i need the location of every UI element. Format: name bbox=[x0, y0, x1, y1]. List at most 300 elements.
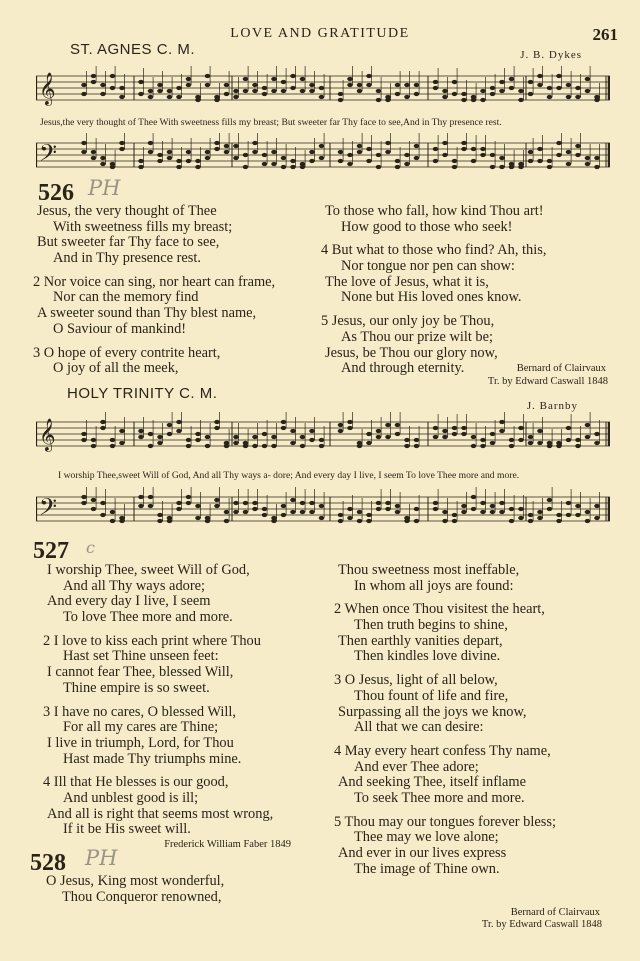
verse-line: To seek Thee more and more. bbox=[354, 789, 525, 806]
note-head bbox=[357, 519, 363, 523]
note-head bbox=[499, 429, 505, 433]
note-head bbox=[176, 86, 182, 90]
note-head bbox=[452, 165, 458, 169]
verse-line: Jesus, be Thou our glory now, bbox=[325, 344, 498, 361]
note-head bbox=[81, 150, 87, 154]
note-head bbox=[347, 153, 353, 157]
note-head bbox=[271, 444, 277, 448]
verse-line: For all my cares are Thine; bbox=[63, 719, 219, 736]
note-head bbox=[300, 444, 306, 448]
note-head bbox=[442, 89, 448, 93]
note-head bbox=[91, 150, 97, 154]
note-head bbox=[186, 444, 192, 448]
note-head bbox=[480, 438, 486, 442]
note-head bbox=[309, 429, 315, 433]
note-head bbox=[452, 426, 458, 430]
verse-line: O joy of all the meek, bbox=[53, 360, 179, 377]
verse-line: Jesus, the very thought of Thee bbox=[37, 203, 217, 219]
note-head bbox=[490, 92, 496, 96]
note-head bbox=[176, 501, 182, 505]
note-head bbox=[157, 519, 163, 523]
note-head bbox=[528, 513, 534, 517]
note-head bbox=[91, 498, 97, 502]
note-head bbox=[157, 89, 163, 93]
note-head bbox=[556, 519, 562, 523]
note-head bbox=[195, 159, 201, 163]
verse-line: Nor can the memory find bbox=[53, 289, 199, 306]
note-head bbox=[547, 86, 553, 90]
verse-line: In whom all joys are found: bbox=[354, 577, 514, 594]
note-head bbox=[138, 429, 144, 433]
treble-clef-icon: 𝄞 bbox=[39, 72, 56, 105]
note-head bbox=[167, 89, 173, 93]
verse-line: 4 But what to those who find? Ah, this, bbox=[321, 242, 547, 259]
note-head bbox=[385, 435, 391, 439]
note-head bbox=[452, 513, 458, 517]
note-head bbox=[319, 144, 325, 148]
hymn-527-right-author: Bernard of Clairvaux bbox=[510, 907, 600, 918]
note-head bbox=[205, 150, 211, 154]
note-head bbox=[290, 159, 296, 163]
verse-line: The love of Jesus, what it is, bbox=[325, 273, 489, 290]
note-head bbox=[290, 441, 296, 445]
note-head bbox=[300, 77, 306, 81]
tune-name-holy-trinity: HOLY TRINITY C. M. bbox=[67, 385, 218, 402]
note-head bbox=[138, 92, 144, 96]
note-head bbox=[214, 420, 220, 424]
note-head bbox=[471, 435, 477, 439]
note-head bbox=[138, 495, 144, 499]
note-head bbox=[547, 444, 553, 448]
verse-line: The image of Thine own. bbox=[354, 860, 500, 877]
note-head bbox=[167, 95, 173, 99]
note-head bbox=[309, 150, 315, 154]
note-head bbox=[300, 165, 306, 169]
note-head bbox=[224, 83, 230, 87]
note-head bbox=[195, 98, 201, 102]
verse-line: But sweeter far Thy face to see, bbox=[37, 234, 220, 251]
note-head bbox=[585, 510, 591, 514]
hymn-number-527: 527 bbox=[33, 538, 69, 564]
note-head bbox=[233, 501, 239, 505]
note-head bbox=[357, 144, 363, 148]
bass-clef-icon: 𝄢 bbox=[39, 139, 58, 172]
note-head bbox=[243, 510, 249, 514]
note-head bbox=[205, 156, 211, 160]
note-head bbox=[499, 156, 505, 160]
note-head bbox=[537, 441, 543, 445]
tune-name-st-agnes: ST. AGNES C. M. bbox=[70, 41, 196, 58]
verse-line: O Saviour of mankind! bbox=[53, 320, 187, 337]
note-head bbox=[252, 83, 258, 87]
note-head bbox=[338, 159, 344, 163]
note-head bbox=[499, 165, 505, 169]
note-head bbox=[148, 444, 154, 448]
note-head bbox=[233, 144, 239, 148]
note-head bbox=[547, 507, 553, 511]
note-head bbox=[461, 432, 467, 436]
note-head bbox=[461, 510, 467, 514]
note-head bbox=[556, 444, 562, 448]
note-head bbox=[91, 507, 97, 511]
hymn-526-translator: Tr. by Edward Caswall 1848 bbox=[487, 376, 608, 387]
note-head bbox=[91, 74, 97, 78]
music-staff-bass-1 bbox=[36, 133, 610, 183]
note-head bbox=[585, 435, 591, 439]
verse-line: 3 I have no cares, O blessed Will, bbox=[43, 703, 236, 720]
note-head bbox=[414, 438, 420, 442]
verse-line: Surpassing all the joys we know, bbox=[338, 703, 527, 720]
verse-line: With sweetness fills my breast; bbox=[53, 218, 233, 235]
note-head bbox=[300, 435, 306, 439]
note-head bbox=[585, 89, 591, 93]
bass-clef-icon: 𝄢 bbox=[39, 493, 58, 526]
note-head bbox=[499, 501, 505, 505]
note-head bbox=[575, 444, 581, 448]
note-head bbox=[376, 89, 382, 93]
note-head bbox=[148, 495, 154, 499]
note-head bbox=[376, 165, 382, 169]
note-head bbox=[243, 89, 249, 93]
note-head bbox=[186, 495, 192, 499]
note-head bbox=[537, 510, 543, 514]
verse-line: Then truth begins to shine, bbox=[354, 617, 508, 634]
note-head bbox=[81, 141, 87, 145]
note-head bbox=[91, 444, 97, 448]
note-head bbox=[414, 92, 420, 96]
note-head bbox=[214, 426, 220, 430]
note-head bbox=[366, 147, 372, 151]
note-head bbox=[195, 504, 201, 508]
note-head bbox=[575, 144, 581, 148]
note-head bbox=[594, 156, 600, 160]
note-head bbox=[528, 435, 534, 439]
note-head bbox=[252, 89, 258, 93]
note-head bbox=[433, 501, 439, 505]
note-head bbox=[271, 435, 277, 439]
verse-line: And seeking Thee, itself inflame bbox=[338, 774, 526, 791]
note-head bbox=[518, 98, 524, 102]
note-head bbox=[442, 153, 448, 157]
verse-line: And ever Thee adore; bbox=[354, 758, 479, 775]
note-head bbox=[290, 510, 296, 514]
note-head bbox=[157, 435, 163, 439]
note-head bbox=[81, 501, 87, 505]
note-head bbox=[138, 80, 144, 84]
note-head bbox=[575, 153, 581, 157]
note-head bbox=[100, 501, 106, 505]
note-head bbox=[309, 438, 315, 442]
hymn-527-left-column bbox=[43, 562, 274, 838]
note-head bbox=[575, 513, 581, 517]
note-head bbox=[442, 510, 448, 514]
note-head bbox=[338, 513, 344, 517]
treble-clef-icon: 𝄞 bbox=[39, 418, 56, 451]
note-head bbox=[281, 165, 287, 169]
verse-line: And unblest good is ill; bbox=[63, 789, 199, 806]
note-head bbox=[395, 159, 401, 163]
note-head bbox=[262, 444, 268, 448]
note-head bbox=[157, 83, 163, 87]
verse-line: And ever in our lives express bbox=[338, 845, 507, 861]
note-head bbox=[480, 153, 486, 157]
note-head bbox=[366, 83, 372, 87]
note-head bbox=[319, 95, 325, 99]
note-head bbox=[452, 519, 458, 523]
note-head bbox=[537, 147, 543, 151]
note-head bbox=[461, 426, 467, 430]
note-head bbox=[186, 438, 192, 442]
note-head bbox=[433, 86, 439, 90]
note-head bbox=[252, 435, 258, 439]
note-head bbox=[518, 516, 524, 520]
verse-line: 4 May every heart confess Thy name, bbox=[334, 742, 551, 759]
verse-line: Thine empire is so sweet. bbox=[63, 679, 210, 696]
note-head bbox=[490, 153, 496, 157]
note-head bbox=[224, 444, 230, 448]
page-number: 261 bbox=[592, 25, 618, 44]
note-head bbox=[566, 501, 572, 505]
note-head bbox=[262, 153, 268, 157]
hymn-526-right-column bbox=[321, 203, 547, 377]
note-head bbox=[243, 444, 249, 448]
verse-line: 4 Ill that He blesses is our good, bbox=[43, 774, 229, 791]
note-head bbox=[233, 95, 239, 99]
hymn-526-left-column bbox=[33, 203, 276, 377]
note-head bbox=[575, 86, 581, 90]
note-head bbox=[404, 83, 410, 87]
note-head bbox=[119, 141, 125, 145]
note-head bbox=[186, 83, 192, 87]
note-head bbox=[110, 519, 116, 523]
note-head bbox=[347, 162, 353, 166]
verse-line: Then earthly vanities depart, bbox=[338, 632, 503, 649]
note-head bbox=[566, 426, 572, 430]
verse-line: 2 I love to kiss each print where Thou bbox=[43, 632, 261, 649]
note-head bbox=[385, 501, 391, 505]
note-head bbox=[91, 438, 97, 442]
note-head bbox=[547, 159, 553, 163]
tune-composer-dykes: J. B. Dykes bbox=[520, 49, 582, 61]
note-head bbox=[119, 441, 125, 445]
note-head bbox=[594, 98, 600, 102]
note-head bbox=[566, 150, 572, 154]
note-head bbox=[547, 498, 553, 502]
note-head bbox=[281, 89, 287, 93]
note-head bbox=[252, 141, 258, 145]
note-head bbox=[338, 429, 344, 433]
note-head bbox=[138, 165, 144, 169]
note-head bbox=[214, 141, 220, 145]
note-head bbox=[528, 519, 534, 523]
note-head bbox=[148, 150, 154, 154]
note-head bbox=[148, 504, 154, 508]
note-head bbox=[537, 516, 543, 520]
note-head bbox=[110, 86, 116, 90]
note-head bbox=[528, 159, 534, 163]
note-head bbox=[271, 519, 277, 523]
note-head bbox=[566, 83, 572, 87]
note-head bbox=[594, 504, 600, 508]
note-head bbox=[138, 435, 144, 439]
note-head bbox=[110, 510, 116, 514]
note-head bbox=[309, 501, 315, 505]
note-head bbox=[290, 86, 296, 90]
verse-line: And through eternity. bbox=[341, 360, 465, 377]
note-head bbox=[376, 153, 382, 157]
note-head bbox=[262, 513, 268, 517]
note-head bbox=[376, 98, 382, 102]
note-head bbox=[499, 420, 505, 424]
note-head bbox=[176, 95, 182, 99]
note-head bbox=[385, 507, 391, 511]
note-head bbox=[205, 83, 211, 87]
note-head bbox=[347, 83, 353, 87]
note-head bbox=[233, 156, 239, 160]
note-head bbox=[442, 519, 448, 523]
note-head bbox=[442, 429, 448, 433]
note-head bbox=[452, 159, 458, 163]
verse-line: I live in triumph, Lord, for Thou bbox=[47, 734, 234, 751]
note-head bbox=[119, 429, 125, 433]
note-head bbox=[414, 507, 420, 511]
note-head bbox=[281, 420, 287, 424]
verse-line: 2 When once Thou visitest the heart, bbox=[334, 601, 545, 618]
note-head bbox=[404, 438, 410, 442]
note-head bbox=[357, 510, 363, 514]
note-head bbox=[461, 98, 467, 102]
note-head bbox=[442, 141, 448, 145]
note-head bbox=[319, 444, 325, 448]
note-head bbox=[414, 156, 420, 160]
note-head bbox=[224, 150, 230, 154]
note-head bbox=[594, 516, 600, 520]
note-head bbox=[556, 141, 562, 145]
note-head bbox=[385, 141, 391, 145]
note-head bbox=[262, 86, 268, 90]
note-head bbox=[537, 429, 543, 433]
note-head bbox=[452, 432, 458, 436]
note-head bbox=[81, 438, 87, 442]
note-head bbox=[100, 83, 106, 87]
note-head bbox=[385, 98, 391, 102]
note-head bbox=[585, 519, 591, 523]
note-head bbox=[518, 89, 524, 93]
note-head bbox=[100, 156, 106, 160]
note-head bbox=[309, 510, 315, 514]
verse-line: And in Thy presence rest. bbox=[53, 250, 201, 267]
note-head bbox=[404, 153, 410, 157]
note-head bbox=[186, 77, 192, 81]
verse-line: Nor tongue nor pen can show: bbox=[341, 258, 515, 275]
note-head bbox=[100, 513, 106, 517]
hymn-527-right-column bbox=[334, 562, 556, 877]
note-head bbox=[300, 510, 306, 514]
note-head bbox=[205, 444, 211, 448]
note-head bbox=[566, 513, 572, 517]
note-head bbox=[110, 165, 116, 169]
note-head bbox=[556, 513, 562, 517]
note-head bbox=[490, 165, 496, 169]
note-head bbox=[309, 159, 315, 163]
note-head bbox=[556, 86, 562, 90]
note-head bbox=[319, 504, 325, 508]
note-head bbox=[176, 429, 182, 433]
note-head bbox=[518, 438, 524, 442]
note-head bbox=[290, 74, 296, 78]
note-head bbox=[357, 89, 363, 93]
note-head bbox=[167, 423, 173, 427]
note-head bbox=[480, 501, 486, 505]
verse-line: I cannot fear Thee, blessed Will, bbox=[47, 664, 234, 681]
note-head bbox=[594, 441, 600, 445]
verse-line: Hast made Thy triumphs mine. bbox=[63, 750, 242, 767]
tune-composer-barnby: J. Barnby bbox=[526, 400, 578, 412]
note-head bbox=[366, 441, 372, 445]
note-head bbox=[528, 80, 534, 84]
note-head bbox=[376, 507, 382, 511]
note-head bbox=[214, 504, 220, 508]
note-head bbox=[319, 516, 325, 520]
music-staff-bass-2 bbox=[36, 487, 610, 537]
note-head bbox=[148, 432, 154, 436]
note-head bbox=[281, 426, 287, 430]
note-head bbox=[433, 147, 439, 151]
note-head bbox=[452, 92, 458, 96]
note-head bbox=[490, 432, 496, 436]
note-head bbox=[395, 423, 401, 427]
note-head bbox=[366, 159, 372, 163]
note-head bbox=[594, 165, 600, 169]
verse-line: And all Thy ways adore; bbox=[63, 577, 206, 594]
note-head bbox=[376, 429, 382, 433]
note-head bbox=[461, 147, 467, 151]
verse-line: If it be His sweet will. bbox=[63, 821, 191, 838]
note-head bbox=[537, 159, 543, 163]
note-head bbox=[385, 150, 391, 154]
note-head bbox=[471, 159, 477, 163]
note-head bbox=[243, 77, 249, 81]
note-head bbox=[157, 513, 163, 517]
note-head bbox=[404, 162, 410, 166]
verse-line: Thee may we love alone; bbox=[354, 829, 499, 846]
note-head bbox=[91, 156, 97, 160]
note-head bbox=[214, 98, 220, 102]
note-head bbox=[414, 144, 420, 148]
note-head bbox=[480, 147, 486, 151]
note-head bbox=[281, 504, 287, 508]
note-head bbox=[195, 432, 201, 436]
note-head bbox=[566, 162, 572, 166]
verse-line: Hast set Thine unseen feet: bbox=[63, 648, 219, 665]
note-head bbox=[433, 507, 439, 511]
note-head bbox=[509, 519, 515, 523]
note-head bbox=[110, 444, 116, 448]
verse-line: To love Thee more and more. bbox=[63, 609, 233, 626]
note-head bbox=[300, 89, 306, 93]
note-head bbox=[404, 95, 410, 99]
verse-line: And all is right that seems most wrong, bbox=[47, 805, 274, 822]
note-head bbox=[262, 162, 268, 166]
note-head bbox=[509, 507, 515, 511]
note-head bbox=[499, 510, 505, 514]
note-head bbox=[575, 504, 581, 508]
note-head bbox=[338, 92, 344, 96]
note-head bbox=[338, 423, 344, 427]
note-head bbox=[556, 74, 562, 78]
note-head bbox=[537, 74, 543, 78]
note-head bbox=[233, 441, 239, 445]
